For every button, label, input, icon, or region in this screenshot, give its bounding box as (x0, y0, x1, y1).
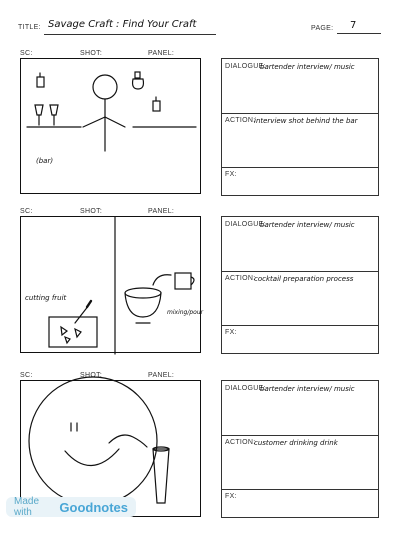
notes-box-3 (221, 380, 379, 518)
panel-label: PANEL: (148, 208, 175, 215)
cocktail-sketch (21, 217, 202, 354)
shot-label: SHOT: (80, 208, 103, 215)
goodnotes-watermark[interactable] (6, 497, 136, 517)
title-label: TITLE: (18, 24, 41, 31)
dialogue-label: DIALOGUE: (225, 385, 266, 392)
action-text-2: cocktail preparation process (254, 275, 354, 283)
sc-label: SC: (20, 208, 33, 215)
page-number: 7 (350, 20, 357, 31)
dialogue-label: DIALOGUE: (225, 63, 266, 70)
notes-divider (222, 325, 378, 326)
fx-label: FX: (225, 329, 237, 336)
notes-divider (222, 271, 378, 272)
annotation-bar: (bar) (36, 157, 54, 165)
bartender-sketch (21, 59, 202, 195)
notes-divider (222, 113, 378, 114)
panel-label: PANEL: (148, 50, 175, 57)
action-text-3: customer drinking drink (254, 439, 338, 447)
panel-label: PANEL: (148, 372, 175, 379)
title-value: Savage Craft : Find Your Craft (48, 19, 197, 30)
annotation-cutting-fruit: cutting fruit (25, 294, 67, 302)
action-label: ACTION: (225, 439, 256, 446)
title-underline (44, 34, 216, 35)
fx-label: FX: (225, 493, 237, 500)
notes-divider (222, 489, 378, 490)
annotation-mixing: mixing/pour (167, 309, 204, 316)
page-underline (337, 33, 381, 34)
notes-box-2 (221, 216, 379, 354)
notes-divider (222, 167, 378, 168)
dialogue-label: DIALOGUE: (225, 221, 266, 228)
storyboard-frame-2 (20, 216, 204, 353)
sc-label: SC: (20, 372, 33, 379)
dialogue-text-2: bartender interview/ music (260, 221, 355, 229)
action-label: ACTION: (225, 117, 256, 124)
page-label: PAGE: (311, 25, 334, 32)
action-label: ACTION: (225, 275, 256, 282)
storyboard-frame-1 (20, 58, 201, 194)
shot-label: SHOT: (80, 50, 103, 57)
shot-label: SHOT: (80, 372, 103, 379)
notes-box-1 (221, 58, 379, 196)
watermark-brand: Goodnotes (59, 499, 128, 515)
fx-label: FX: (225, 171, 237, 178)
dialogue-text-3: bartender interview/ music (260, 385, 355, 393)
dialogue-text-1: bartender interview/ music (260, 63, 355, 71)
notes-divider (222, 435, 378, 436)
sc-label: SC: (20, 50, 33, 57)
watermark-prefix: Made with (14, 496, 40, 518)
action-text-1: interview shot behind the bar (254, 117, 358, 125)
